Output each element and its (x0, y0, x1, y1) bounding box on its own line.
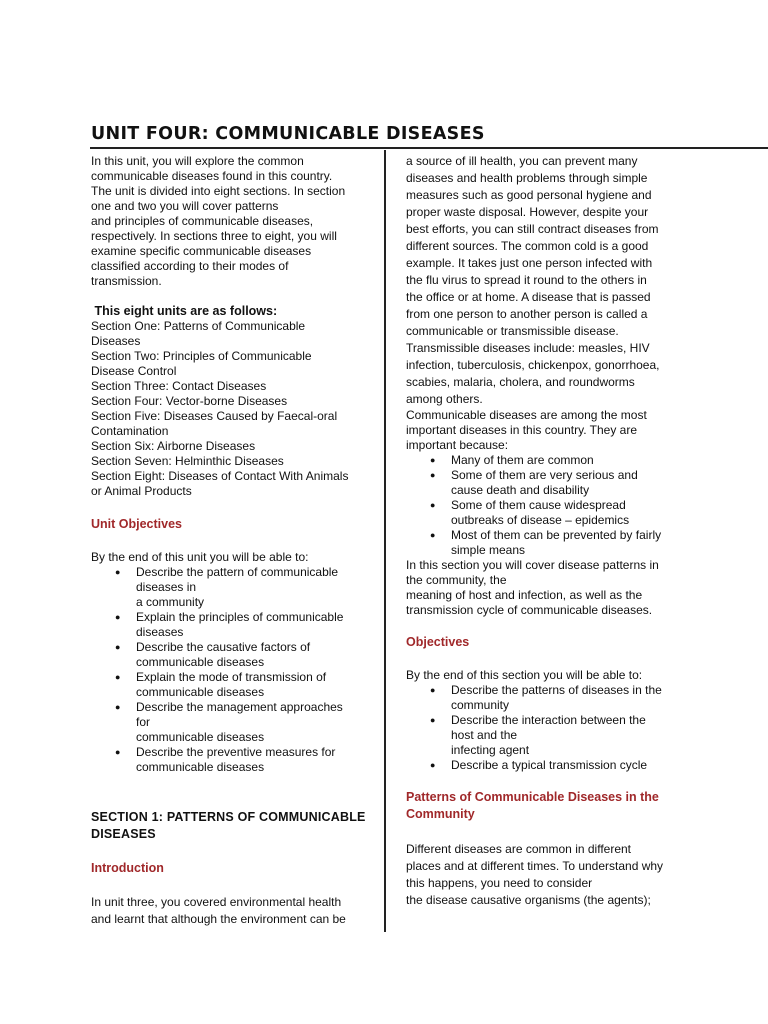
text-line: DISEASES (91, 827, 156, 841)
bullet-text-line: communicable diseases (136, 685, 265, 699)
text-line: In this unit, you will explore the common (91, 154, 304, 168)
bullet-text-line: Describe the causative factors of (136, 640, 311, 654)
bullet-text-line: Describe the patterns of diseases in the (451, 683, 662, 697)
text-line: best efforts, you can still contract diseases from (406, 222, 659, 236)
bullet-text-line: diseases (136, 625, 184, 639)
text-line: the office or at home. A disease that is passed (406, 290, 651, 304)
text-line: Section Three: Contact Diseases (91, 379, 267, 393)
bullet-item (406, 453, 681, 468)
bullet-icon: ● (115, 747, 121, 757)
text-line: one and two you will cover patterns (91, 199, 279, 213)
bullet-text-line: Describe the interaction between the (451, 713, 646, 727)
bullet-icon: ● (430, 685, 436, 695)
bullet-icon: ● (115, 567, 121, 577)
text-line: scabies, malaria, cholera, and roundworms (406, 375, 635, 389)
text-line: Section Four: Vector-borne Diseases (91, 394, 288, 408)
units-list (91, 319, 371, 499)
text-line: this happens, you need to consider (406, 876, 593, 890)
bullet-item (91, 640, 371, 670)
bullet-text-line: Explain the principles of communicable (136, 610, 344, 624)
bullet-item (406, 713, 681, 758)
bullet-text-line: Some of them are very serious and (451, 468, 638, 482)
bullet-icon: ● (430, 500, 436, 510)
text-line: communicable diseases found in this country. (91, 169, 333, 183)
bullet-item (91, 745, 371, 775)
bullet-text-line: community (451, 698, 510, 712)
text-line: different sources. The common cold is a good (406, 239, 649, 253)
bullet-item (406, 528, 681, 558)
text-line: Section One: Patterns of Communicable (91, 319, 306, 333)
text-line: Community (406, 807, 475, 821)
bullet-item (91, 700, 371, 745)
text-line: the disease causative organisms (the agents); (406, 893, 651, 907)
text-line: and learnt that although the environment can be (91, 912, 346, 926)
bullet-icon: ● (115, 612, 121, 622)
text-line: transmission cycle of communicable diseases. (406, 603, 653, 617)
unit-objectives-list (91, 565, 371, 775)
text-line: measures such as good personal hygiene and (406, 188, 652, 202)
bullet-text-line: outbreaks of disease – epidemics (451, 513, 630, 527)
bullet-text-line: Many of them are common (451, 453, 594, 467)
text-line: from one person to another person is called a (406, 307, 648, 321)
bullet-icon: ● (115, 702, 121, 712)
text-line: transmission. (91, 274, 162, 288)
text-line: Disease Control (91, 364, 177, 378)
bullet-text-line: Explain the mode of transmission of (136, 670, 327, 684)
text-line: Patterns of Communicable Diseases in the (406, 790, 659, 804)
text-line: classified according to their modes of (91, 259, 289, 273)
bullet-icon: ● (115, 642, 121, 652)
bullet-item (406, 468, 681, 498)
bullet-text-line: Describe the preventive measures for (136, 745, 336, 759)
text-line: communicable or transmissible disease. (406, 324, 619, 338)
title-rule (90, 147, 768, 149)
bullet-text-line: Describe a typical transmission cycle (451, 758, 648, 772)
unit-objectives-intro: By the end of this unit you will be able to: (91, 550, 309, 564)
bullet-item (406, 683, 681, 713)
environment-paragraph (406, 153, 681, 408)
text-line: among others. (406, 392, 483, 406)
text-line: Diseases (91, 334, 141, 348)
text-line: Section Five: Diseases Caused by Faecal-oral (91, 409, 338, 423)
section-objectives-intro: By the end of this section you will be able to: (406, 668, 643, 682)
text-line: important diseases in this country. They are (406, 423, 637, 437)
introduction-heading: Introduction (91, 861, 164, 875)
text-line: The unit is divided into eight sections. In section (91, 184, 346, 198)
bullet-text-line: simple means (451, 543, 526, 557)
bullet-item (91, 670, 371, 700)
text-line: important because: (406, 438, 509, 452)
bullet-item (406, 758, 681, 773)
left-column (91, 154, 371, 928)
unit-objectives-heading: Unit Objectives (91, 517, 182, 531)
bullet-text-line: diseases in (136, 580, 197, 594)
text-line: Different diseases are common in different (406, 842, 632, 856)
bullet-text-line: Most of them can be prevented by fairly (451, 528, 662, 542)
text-line: meaning of host and infection, as well as the (406, 588, 643, 602)
bullet-text-line: communicable diseases (136, 730, 265, 744)
bullet-icon: ● (430, 455, 436, 465)
text-line: In this section you will cover disease patterns in (406, 558, 659, 572)
text-line: infection, tuberculosis, chickenpox, gonorrhoea, (406, 358, 660, 372)
unit-title: UNIT FOUR: COMMUNICABLE DISEASES (91, 124, 485, 144)
text-line: the flu virus to spread it round to the others in (406, 273, 647, 287)
text-line: Section Six: Airborne Diseases (91, 439, 256, 453)
text-line: or Animal Products (91, 484, 192, 498)
section-1-heading (91, 809, 371, 843)
unit-intro-paragraph (91, 154, 371, 289)
bullet-text-line: a community (136, 595, 205, 609)
text-line: Section Eight: Diseases of Contact With Animals (91, 469, 349, 483)
bullet-text-line: for (136, 715, 151, 729)
text-line: respectively. In sections three to eight, you will (91, 229, 337, 243)
text-line: a source of ill health, you can prevent many (406, 154, 638, 168)
importance-list (406, 453, 681, 558)
text-line: the community, the (406, 573, 507, 587)
bullet-text-line: Some of them cause widespread (451, 498, 626, 512)
text-line: SECTION 1: PATTERNS OF COMMUNICABLE (91, 810, 366, 824)
bullet-text-line: host and the (451, 728, 518, 742)
text-line: places and at different times. To understand why (406, 859, 664, 873)
bullet-text-line: communicable diseases (136, 655, 265, 669)
bullet-icon: ● (115, 672, 121, 682)
bullet-text-line: Describe the management approaches (136, 700, 343, 714)
column-divider (384, 150, 386, 932)
text-line: and principles of communicable diseases, (91, 214, 314, 228)
text-line: In unit three, you covered environmental health (91, 895, 342, 909)
bullet-text-line: communicable diseases (136, 760, 265, 774)
text-line: Section Two: Principles of Communicable (91, 349, 312, 363)
importance-paragraph (406, 408, 681, 453)
text-line: examine specific communicable diseases (91, 244, 312, 258)
units-list-heading: This eight units are as follows: (91, 304, 278, 318)
section-objectives-heading: Objectives (406, 635, 470, 649)
bullet-text-line: cause death and disability (451, 483, 590, 497)
text-line: example. It takes just one person infected with (406, 256, 653, 270)
section-objectives-list (406, 683, 681, 773)
bullet-icon: ● (430, 470, 436, 480)
text-line: proper waste disposal. However, despite your (406, 205, 649, 219)
text-line: Communicable diseases are among the most (406, 408, 647, 422)
text-line: Transmissible diseases include: measles, HIV (406, 341, 650, 355)
bullet-icon: ● (430, 530, 436, 540)
text-line: Contamination (91, 424, 169, 438)
right-column (406, 153, 681, 909)
bullet-text-line: infecting agent (451, 743, 530, 757)
section-scope-paragraph (406, 558, 681, 618)
bullet-item (91, 565, 371, 610)
patterns-heading (406, 789, 681, 823)
bullet-item (406, 498, 681, 528)
text-line: diseases and health problems through simple (406, 171, 648, 185)
bullet-item (91, 610, 371, 640)
bullet-icon: ● (430, 760, 436, 770)
patterns-paragraph (406, 841, 681, 909)
text-line: Section Seven: Helminthic Diseases (91, 454, 284, 468)
bullet-icon: ● (430, 715, 436, 725)
introduction-paragraph (91, 894, 371, 928)
bullet-text-line: Describe the pattern of communicable (136, 565, 339, 579)
